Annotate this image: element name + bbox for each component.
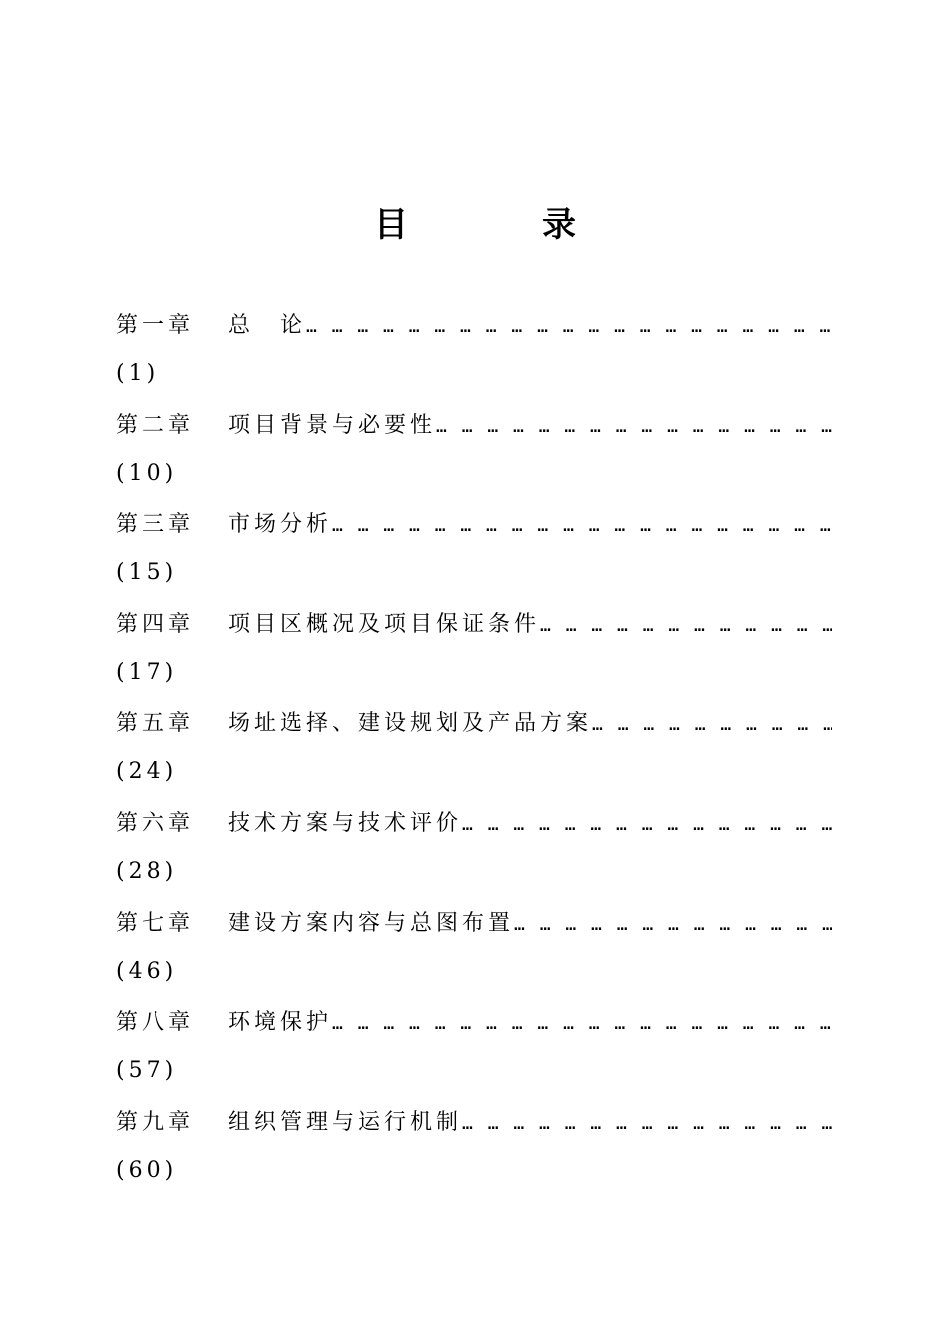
chapter-number: 第八章 <box>116 1010 195 1036</box>
page-number: (46) <box>116 958 178 984</box>
chapter-number: 第九章 <box>116 1109 195 1135</box>
toc-line <box>116 803 832 845</box>
toc-entry[interactable] <box>116 803 832 903</box>
chapter-number: 第二章 <box>116 412 195 438</box>
chapter-title: 建设方案内容与总图布置 <box>228 910 515 936</box>
chapter-number: 第五章 <box>116 711 195 737</box>
chapter-title: 技术方案与技术评价 <box>228 810 463 836</box>
toc-entry[interactable] <box>116 604 832 704</box>
chapter-number: 第七章 <box>116 910 195 936</box>
chapter-title: 市场分析 <box>228 512 333 538</box>
dot-leader <box>514 904 832 945</box>
toc-entry[interactable] <box>116 703 832 803</box>
toc-entry[interactable] <box>116 405 832 505</box>
toc-line <box>116 1102 832 1144</box>
toc-line <box>116 305 832 347</box>
chapter-number: 第六章 <box>116 810 195 836</box>
toc-entry[interactable] <box>116 305 832 405</box>
page-number: (28) <box>116 858 178 884</box>
page-number: (24) <box>116 759 178 785</box>
chapter-title: 项目背景与必要性 <box>228 412 437 438</box>
toc-line <box>116 504 832 546</box>
chapter-number: 第三章 <box>116 512 195 538</box>
page-number: (15) <box>116 560 178 586</box>
page-number: (60) <box>116 1157 178 1183</box>
dot-leader <box>306 306 832 347</box>
toc-entry[interactable] <box>116 903 832 1003</box>
toc-line <box>116 405 832 447</box>
dot-leader <box>592 704 832 745</box>
dot-leader <box>462 1103 832 1144</box>
toc-entry[interactable] <box>116 1102 832 1202</box>
chapter-title: 项目区概况及项目保证条件 <box>228 611 541 637</box>
toc-line <box>116 1002 832 1044</box>
page-number: (10) <box>116 460 178 486</box>
chapter-title: 场址选择、建设规划及产品方案 <box>228 711 593 737</box>
toc-entry[interactable] <box>116 504 832 604</box>
page-number: (57) <box>116 1058 178 1084</box>
page-title: 目 录 <box>374 205 626 245</box>
chapter-number: 第一章 <box>116 313 195 338</box>
table-of-contents <box>116 305 832 1201</box>
chapter-title: 环境保护 <box>228 1010 333 1036</box>
chapter-title: 总 论 <box>228 313 307 338</box>
toc-line <box>116 604 832 646</box>
dot-leader <box>332 505 832 546</box>
dot-leader <box>332 1003 832 1044</box>
chapter-title: 组织管理与运行机制 <box>228 1109 463 1135</box>
toc-entry[interactable] <box>116 1002 832 1102</box>
chapter-number: 第四章 <box>116 611 195 637</box>
page-number: (1) <box>116 361 160 386</box>
dot-leader <box>540 605 832 646</box>
toc-line <box>116 703 832 745</box>
toc-line <box>116 903 832 945</box>
dot-leader <box>462 804 832 845</box>
dot-leader <box>436 406 832 447</box>
page-number: (17) <box>116 659 178 685</box>
